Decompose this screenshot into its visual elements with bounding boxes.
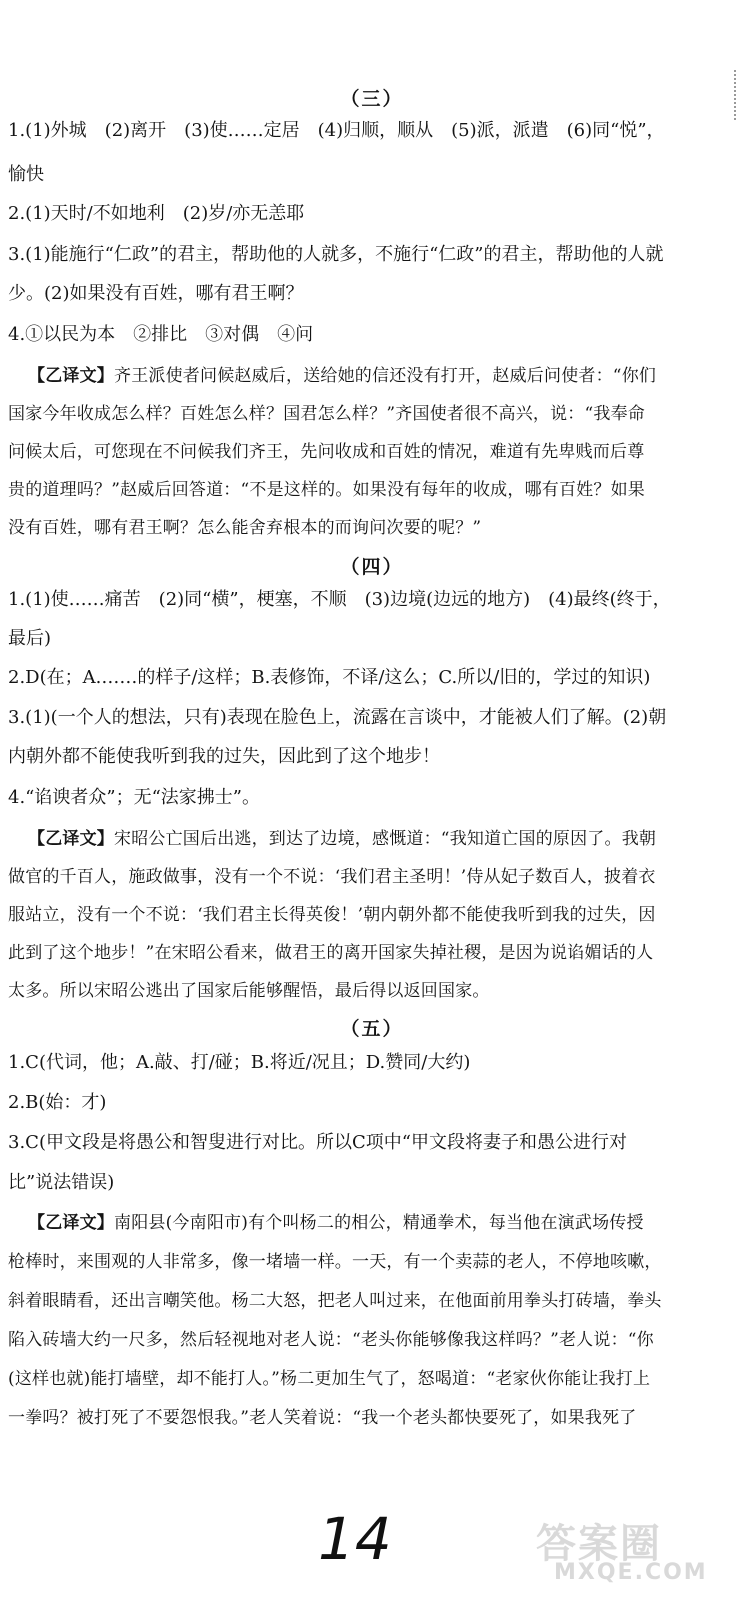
translation-paragraph-line: 贵的道理吗？”赵威后回答道：“不是这样的。如果没有每年的收成，哪有百姓？如果 <box>8 480 645 500</box>
translation-paragraph-line: 【乙译文】宋昭公亡国后出逃，到达了边境，感慨道：“我知道亡国的原因了。我朝 <box>28 829 657 849</box>
answer-line: 3.C(甲文段是将愚公和智叟进行对比。所以C项中“甲文段将妻子和愚公进行对 <box>8 1132 627 1153</box>
translation-paragraph-line: 斜着眼睛看，还出言嘲笑他。杨二大怒，把老人叫过来，在他面前用拳头打砖墙，拳头 <box>8 1291 662 1311</box>
answer-line: 1.(1)外城 (2)离开 (3)使……定居 (4)归顺，顺从 (5)派，派遣 (6)同“悦”， <box>8 120 665 141</box>
answer-line: 3.(1)能施行“仁政”的君主，帮助他的人就多，不施行“仁政”的君主，帮助他的人就 <box>8 244 664 265</box>
answer-line: 比”说法错误) <box>8 1172 115 1193</box>
translation-label: 【乙译文】 <box>28 366 114 386</box>
answer-line: 2.(1)天时/不如地利 (2)岁/亦无恙耶 <box>8 203 305 224</box>
answer-line: 2.D(在；A.……的样子/这样；B.表修饰，不译/这么；C.所以/旧的，学过的知识) <box>8 667 651 688</box>
translation-paragraph-line: 太多。所以宋昭公逃出了国家后能够醒悟，最后得以返回国家。 <box>8 981 490 1001</box>
answer-line: 愉快 <box>8 164 44 185</box>
translation-paragraph-line: 做官的千百人，施政做事，没有一个不说：‘我们君主圣明！’侍从妃子数百人，披着衣 <box>8 867 656 887</box>
translation-paragraph-line: 国家今年收成怎么样？百姓怎么样？国君怎么样？”齐国使者很不高兴，说：“我奉命 <box>8 404 645 424</box>
translation-paragraph-line: 【乙译文】齐王派使者问候赵威后，送给她的信还没有打开，赵威后问使者：“你们 <box>28 366 657 386</box>
section-title-3: （三） <box>340 88 404 110</box>
answer-line: 4.“谄谀者众”；无“法家拂士”。 <box>8 787 260 808</box>
answer-line: 少。(2)如果没有百姓，哪有君王啊？ <box>8 283 304 304</box>
answer-line: 最后) <box>8 628 52 649</box>
translation-paragraph-line: 没有百姓，哪有君王啊？怎么能舍弃根本的而询问次要的呢？” <box>8 518 482 538</box>
watermark-text: 答案圈 <box>536 1521 662 1567</box>
translation-label: 【乙译文】 <box>28 1213 114 1233</box>
translation-paragraph-line: 【乙译文】南阳县(今南阳市)有个叫杨二的相公，精通拳术，每当他在演武场传授 <box>28 1213 644 1233</box>
translation-paragraph-line: 服站立，没有一个不说：‘我们君主长得英俊！’朝内朝外都不能使我听到我的过失，因 <box>8 905 656 925</box>
answer-line: 2.B(始：才) <box>8 1092 107 1113</box>
translation-paragraph-line: 一拳吗？被打死了不要怨恨我。”老人笑着说：“我一个老头都快要死了，如果我死了 <box>8 1408 637 1428</box>
section-title-4: （四） <box>340 556 404 578</box>
answer-line: 1.(1)使……痛苦 (2)同“横”，梗塞，不顺 (3)边境(边远的地方) (4)最终(终于， <box>8 589 671 610</box>
translation-paragraph-line: 枪棒时，来围观的人非常多，像一堵墙一样。一天，有一个卖蒜的老人，不停地咳嗽， <box>8 1252 662 1272</box>
translation-paragraph-line: 此到了这个地步！”在宋昭公看来，做君王的离开国家失掉社稷，是因为说谄媚话的人 <box>8 943 654 963</box>
answer-line: 内朝外都不能使我听到我的过失，因此到了这个地步！ <box>8 746 440 767</box>
translation-paragraph-line: 陷入砖墙大约一尺多，然后轻视地对老人说：“老头你能够像我这样吗？”老人说：“你 <box>8 1330 654 1350</box>
translation-label: 【乙译文】 <box>28 829 114 849</box>
answer-line: 4.①以民为本 ②排比 ③对偶 ④问 <box>8 324 314 345</box>
section-title-5: （五） <box>340 1018 404 1040</box>
answer-line: 3.(1)(一个人的想法，只有)表现在脸色上，流露在言谈中，才能被人们了解。(2)朝 <box>8 707 667 728</box>
translation-paragraph-line: (这样也就)能打墙壁，却不能打人。”杨二更加生气了，怒喝道：“老家伙你能让我打上 <box>8 1369 651 1389</box>
watermark <box>536 1512 736 1592</box>
translation-paragraph-line: 问候太后，可您现在不问候我们齐王，先问收成和百姓的情况，难道有先卑贱而后尊 <box>8 442 645 462</box>
answer-line: 1.C(代词，他；A.敲、打/碰；B.将近/况且；D.赞同/大约) <box>8 1052 471 1073</box>
page-number: 14 <box>318 1505 392 1573</box>
watermark-url: MXQE.COM <box>554 1560 708 1585</box>
